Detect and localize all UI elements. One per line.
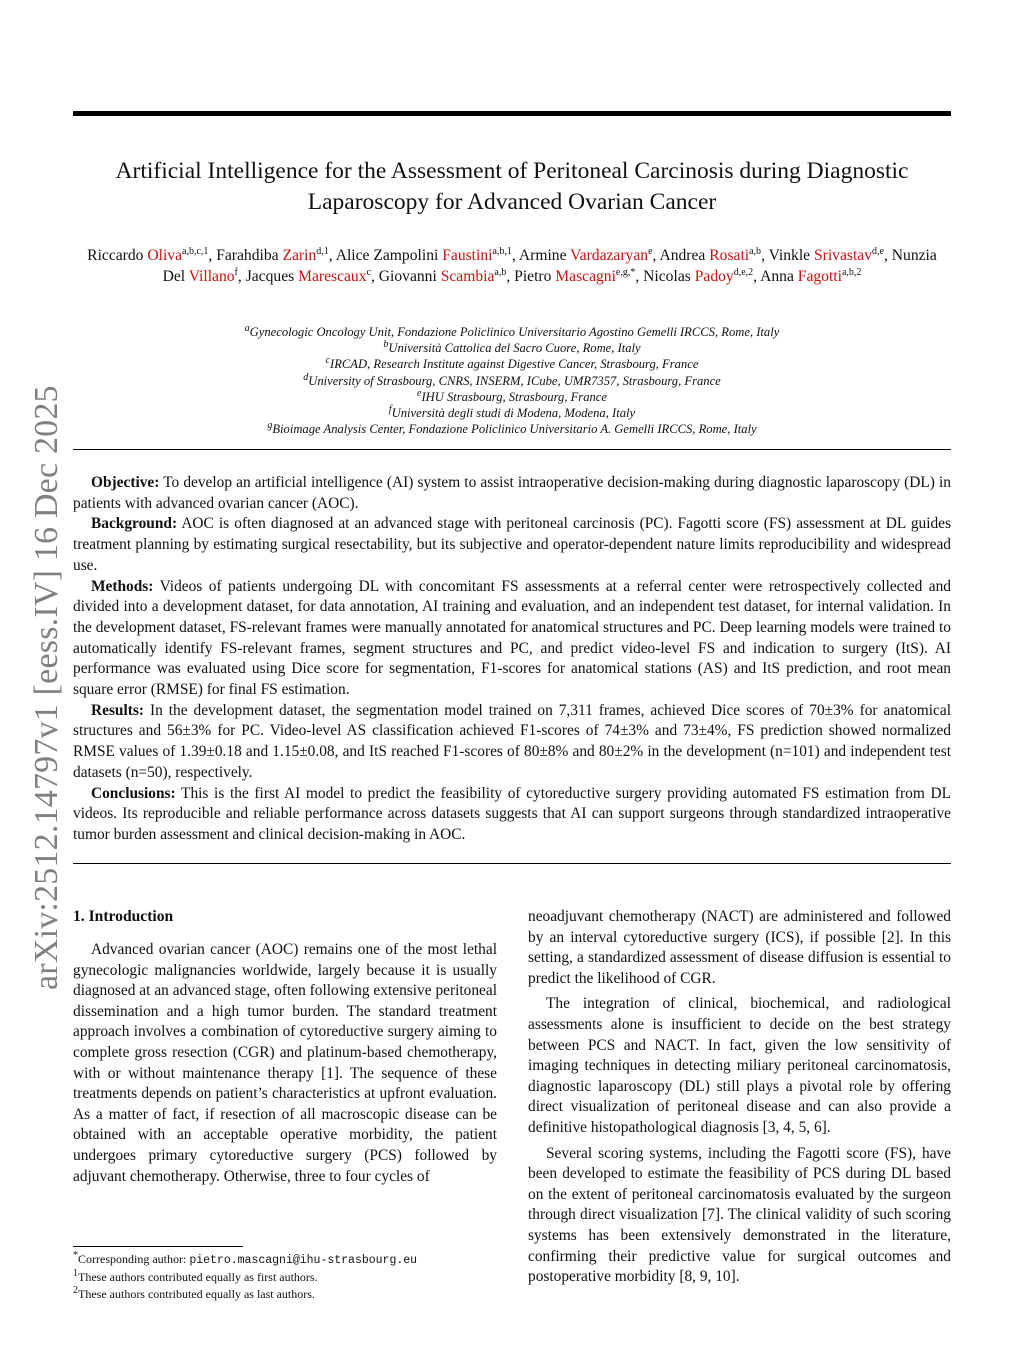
author: Vinkle Srivastav$^{d,e}$ [768,245,884,264]
author-link[interactable]: Padoy [694,268,734,285]
author-link[interactable]: Vardazaryan [570,247,649,264]
title-line-1: Artificial Intelligence for the Assessment of Peritoneal Carcinosis during Diagnostic [115,158,909,184]
author: Giovanni Scambia$^{a,b}$ [378,266,507,285]
top-rule [73,111,951,116]
abstract-background: Background: AOC is often diagnosed at an advanced stage with peritoneal carcinosis (PC). Fagotti score (FS) assessment at DL guides treatment planning by estimating surgical resectability, but its subjective and operator-dependent nature limits reproducibility and widespread use. [73,515,951,574]
author-link[interactable]: Fagotti [797,268,842,285]
intro-paragraph-1-continued: neoadjuvant chemotherapy (NACT) are administered and followed by an interval cytoreductive surgery (ICS), if possible [2]. In this setting, a standardized assessment of disease diffusion is essential to predict the likelihood of CGR. [528,908,951,987]
intro-paragraph-1: Advanced ovarian cancer (AOC) remains one of the most lethal gynecologic malignancies worldwide, largely because it is usually diagnosed at an advanced stage, often following extensive peritoneal dissemination and a high tumor burden. The standard treatment approach involves a combination of cytoreductive surgery aiming to complete gross resection (CGR) and platinum-based chemotherapy, with or without maintenance therapy [1]. The sequence of these treatments depends on patient’s characteristics at upfront evaluation. As a matter of fact, if resection of all macroscopic disease can be obtained with an acceptable operative morbidity, the patient undergoes primary cytoreductive surgery (PCS) followed by adjuvant chemotherapy. Otherwise, three to four cycles of [73,941,497,1185]
corresponding-email[interactable]: pietro.mascagni@ihu-strasbourg.eu [189,1254,418,1267]
abstract-bottom-rule [73,863,951,864]
author-link[interactable]: Oliva [147,247,183,264]
footnote-rule [73,1246,243,1247]
affiliation: $^e$IHU Strasbourg, Strasbourg, France [417,387,607,404]
author-list: Riccardo Oliva$^{a,b,c,1}$, Farahdiba Zarin$^{d,1}$, Alice Zampolini Faustini$^{a,b,1}$, Armine Vardazaryan$^e$, Andrea Rosati$^{a,b}$, Vinkle Srivastav$^{d,e}$, Nunzia Del Villano$^f$, Jacques Marescaux$^c$, Giovanni Scambia$^{a,b}$, Pietro Mascagni$^{e,g,*}$, Nicolas Padoy$^{d,e,2}$, Anna Fagotti$^{a,b,2}$ [87,245,937,285]
author-link[interactable]: Mascagni [555,268,616,285]
intro-paragraph-3: Several scoring systems, including the Fagotti score (FS), have been developed to estimate the feasibility of PCS during DL based on the extent of peritoneal carcinomatosis evaluated by the surgeon through direct visualization [7]. The clinical validity of such scoring systems has been extensively demonstrated in the literature, confirming their predictive value for surgical outcomes and postoperative morbidity [8, 9, 10]. [528,1144,951,1286]
footnotes [73,1251,513,1303]
footnote-1: $^1$These authors contributed equally as first authors. [73,1268,318,1284]
author: Pietro Mascagni$^{e,g,*}$ [514,266,636,285]
abstract-top-rule [73,449,951,450]
author: Farahdiba Zarin$^{d,1}$ [216,245,329,264]
footnote-corresponding: *Corresponding author: pietro.mascagni@ihu-strasbourg.eu [73,1250,418,1267]
paper-title [80,156,944,218]
arxiv-identifier: arXiv:2512.14797v1 [eess.IV] 16 Dec 2025 [28,385,65,990]
author: Nicolas Padoy$^{d,e,2}$ [643,266,754,285]
author-link[interactable]: Villano [188,268,235,285]
title-line-2: Laparoscopy for Advanced Ovarian Cancer [307,189,717,215]
abstract-methods: Methods: Videos of patients undergoing DL with concomitant FS assessments at a referral center were retrospectively collected and divided into a development dataset, for data annotation, AI training and evaluation, and an independent test dataset, for internal validation. In the development dataset, FS-relevant frames were manually annotated for anatomical structures and PC. Deep learning models were trained to automatically identify FS-relevant frames, segment structures and PC, and predict video-level FS and indication to surgery (ItS). AI performance was evaluated using Dice score for segmentation, F1-scores for anatomical stations (AS) and ItS prediction, and root mean square error (RMSE) for final FS estimation. [73,577,951,699]
left-column [73,940,497,1187]
intro-paragraph-2: The integration of clinical, biochemical, and radiological assessments alone is insufficient to decide on the best strategy between PCS and NACT. In fact, given the low sensitivity of imaging techniques in detecting miliary peritoneal carcinomatosis, diagnostic laparoscopy (DL) still plays a pivotal role by offering direct visualization of peritoneal disease and can also provide a definitive histopathological diagnosis [3, 4, 5, 6]. [528,995,951,1136]
affiliation-list [78,324,946,437]
abstract [73,473,951,846]
affiliation: $^a$Gynecologic Oncology Unit, Fondazione Policlinico Universitario Agostino Gemelli IRCCS, Rome, Italy [244,322,780,339]
author-link[interactable]: Zarin [282,247,317,264]
affiliation: $^g$Bioimage Analysis Center, Fondazione Policlinico Universitario A. Gemelli IRCCS, Rome, Italy [267,420,757,437]
author-link[interactable]: Scambia [440,268,495,285]
abstract-results: Results: In the development dataset, the segmentation model trained on 7,311 frames, achieved Dice scores of 70±3% for anatomical structures and 56±3% for PC. Video-level AS classification achieved F1-scores of 74±3% and 73±4%, FS prediction showed normalized RMSE values of 1.39±0.18 and 1.15±0.08, and ItS reached F1-scores of 80±8% and 80±2% in the development (n=101) and independent test datasets (n=50), respectively. [73,701,951,781]
author: Jacques Marescaux$^c$ [245,266,371,285]
author: Nunzia Del Villano$^f$ [162,247,937,285]
right-column [528,907,951,1288]
affiliation: $^f$Università degli studi di Modena, Modena, Italy [388,403,636,421]
author: Andrea Rosati$^{a,b}$ [659,245,762,264]
author-link[interactable]: Srivastav [813,247,873,264]
footnote-2: $^2$These authors contributed equally as last authors. [73,1285,315,1301]
author: Armine Vardazaryan$^e$ [518,245,653,264]
author: Riccardo Oliva$^{a,b,c,1}$ [87,245,209,264]
affiliation: $^d$University of Strasbourg, CNRS, INSERM, ICube, UMR7357, Strasbourg, France [303,371,721,388]
author-link[interactable]: Faustini [442,247,493,264]
author-link[interactable]: Marescaux [298,268,367,285]
author: Alice Zampolini Faustini$^{a,b,1}$ [335,245,512,264]
section-heading-introduction: 1. Introduction [73,908,174,925]
abstract-objective: Objective: To develop an artificial intelligence (AI) system to assist intraoperative decision-making during diagnostic laparoscopy (DL) in patients with advanced ovarian cancer (AOC). [73,474,951,512]
author-link[interactable]: Rosati [709,247,750,264]
affiliation: $^c$IRCAD, Research Institute against Digestive Cancer, Strasbourg, France [325,355,699,372]
abstract-conclusions: Conclusions: This is the first AI model to predict the feasibility of cytoreductive surgery providing automated FS estimation from DL videos. Its reproducible and reliable performance across datasets suggests that AI can support surgeons through standardized intraoperative tumor burden assessment and clinical decision-making in AOC. [73,784,951,843]
author: Anna Fagotti$^{a,b,2}$ [760,266,862,285]
affiliation: $^b$Università Cattolica del Sacro Cuore, Rome, Italy [383,339,641,356]
